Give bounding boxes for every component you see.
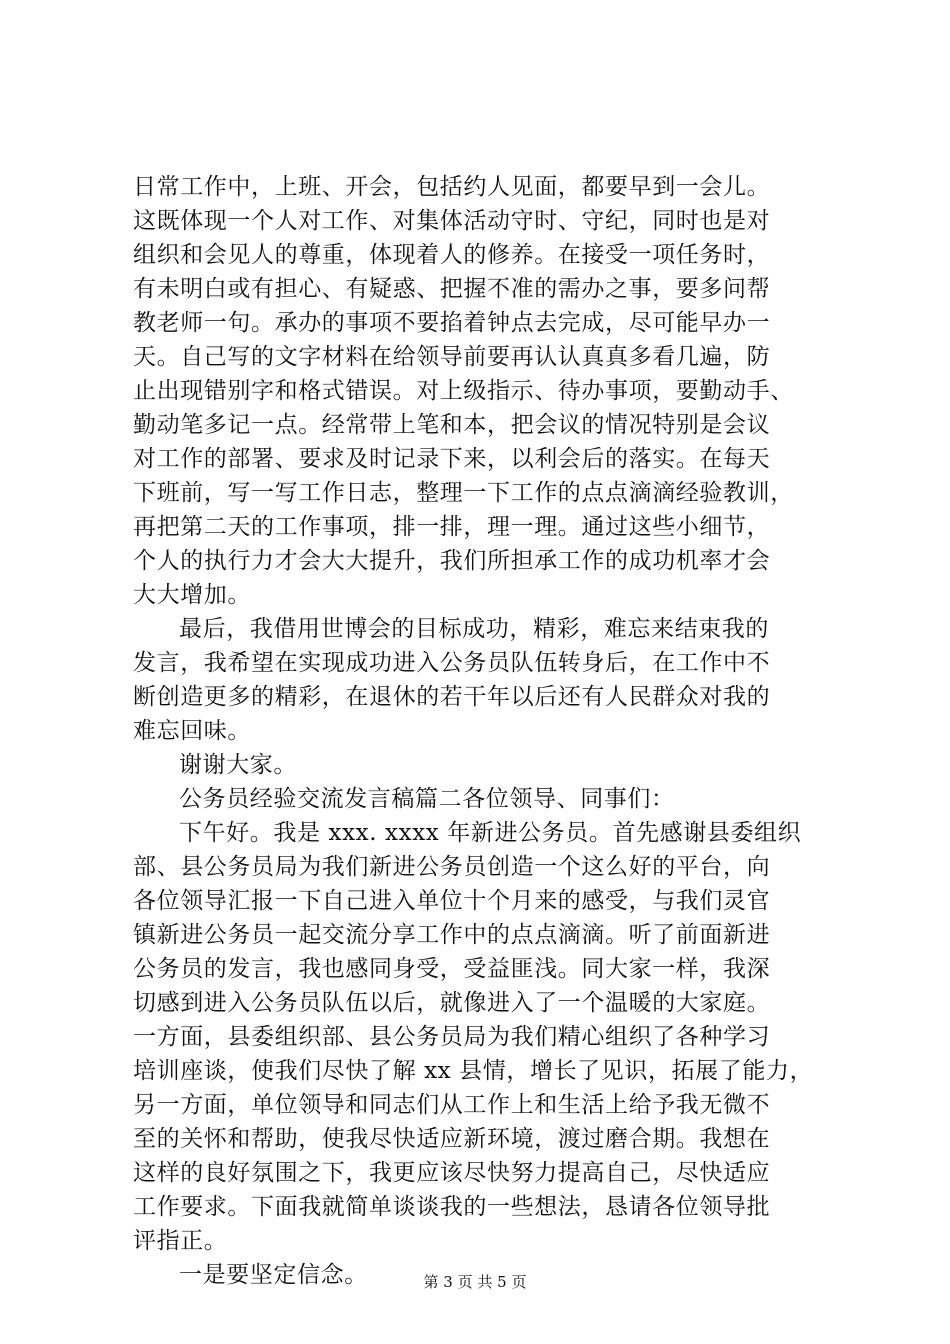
text-line: 评指正。 — [133, 1228, 228, 1254]
text-line: 一是要坚定信念。 — [179, 1262, 368, 1288]
text-line: 下午好。我是 xxx. xxxx 年新进公务员。首先感谢县委组织 — [179, 820, 802, 846]
text-line: 对工作的部署、要求及时记录下来，以利会后的落实。在每天 — [133, 446, 771, 472]
text-line: 发言，我希望在实现成功进入公务员队伍转身后，在工作中不 — [133, 650, 771, 676]
text-line: 下班前，写一写工作日志，整理一下工作的点点滴滴经验教训， — [133, 480, 794, 506]
text-line: 至的关怀和帮助，使我尽快适应新环境，渡过磨合期。我想在 — [133, 1126, 771, 1152]
text-line: 培训座谈，使我们尽快了解 xx 县情，增长了见识，拓展了能力， — [133, 1058, 814, 1084]
text-line: 断创造更多的精彩，在退休的若干年以后还有人民群众对我的 — [133, 684, 771, 710]
text-line: 大大增加。 — [133, 582, 251, 608]
text-line: 公务员经验交流发言稿篇二各位领导、同事们： — [179, 786, 675, 812]
text-line: 勤动笔多记一点。经常带上笔和本，把会议的情况特别是会议 — [133, 412, 771, 438]
text-line: 最后，我借用世博会的目标成功，精彩，难忘来结束我的 — [179, 616, 769, 642]
text-line: 组织和会见人的尊重，体现着人的修养。在接受一项任务时， — [133, 242, 771, 268]
text-line: 各位领导汇报一下自己进入单位十个月来的感受，与我们灵官 — [133, 888, 771, 914]
text-line: 教老师一句。承办的事项不要掐着钟点去完成，尽可能早办一 — [133, 310, 771, 336]
text-line: 另一方面，单位领导和同志们从工作上和生活上给予我无微不 — [133, 1092, 771, 1118]
text-line: 公务员的发言，我也感同身受，受益匪浅。同大家一样，我深 — [133, 956, 771, 982]
text-line: 这样的良好氛围之下，我更应该尽快努力提高自己，尽快适应 — [133, 1160, 771, 1186]
text-line: 工作要求。下面我就简单谈谈我的一些想法，恳请各位领导批 — [133, 1194, 771, 1220]
page-number-footer: 第 3 页 共 5 页 — [423, 1273, 527, 1291]
text-line: 难忘回味。 — [133, 718, 251, 744]
text-line: 镇新进公务员一起交流分享工作中的点点滴滴。听了前面新进 — [133, 922, 771, 948]
text-line: 有未明白或有担心、有疑惑、把握不准的需办之事，要多问帮 — [133, 276, 771, 302]
text-line: 部、县公务员局为我们新进公务员创造一个这么好的平台，向 — [133, 854, 771, 880]
text-line: 再把第二天的工作事项，排一排，理一理。通过这些小细节， — [133, 514, 771, 540]
text-line: 日常工作中，上班、开会，包括约人见面，都要早到一会儿。 — [133, 174, 771, 200]
text-line: 这既体现一个人对工作、对集体活动守时、守纪，同时也是对 — [133, 208, 771, 234]
text-line: 个人的执行力才会大大提升，我们所担承工作的成功机率才会 — [133, 548, 771, 574]
text-line: 切感到进入公务员队伍以后，就像进入了一个温暖的大家庭。 — [133, 990, 771, 1016]
document-body — [133, 170, 833, 1292]
text-line: 止出现错别字和格式错误。对上级指示、待办事项，要勤动手、 — [133, 378, 794, 404]
text-line: 一方面，县委组织部、县公务员局为我们精心组织了各种学习 — [133, 1024, 771, 1050]
text-line: 谢谢大家。 — [179, 752, 297, 778]
text-line: 天。自己写的文字材料在给领导前要再认认真真多看几遍，防 — [133, 344, 771, 370]
